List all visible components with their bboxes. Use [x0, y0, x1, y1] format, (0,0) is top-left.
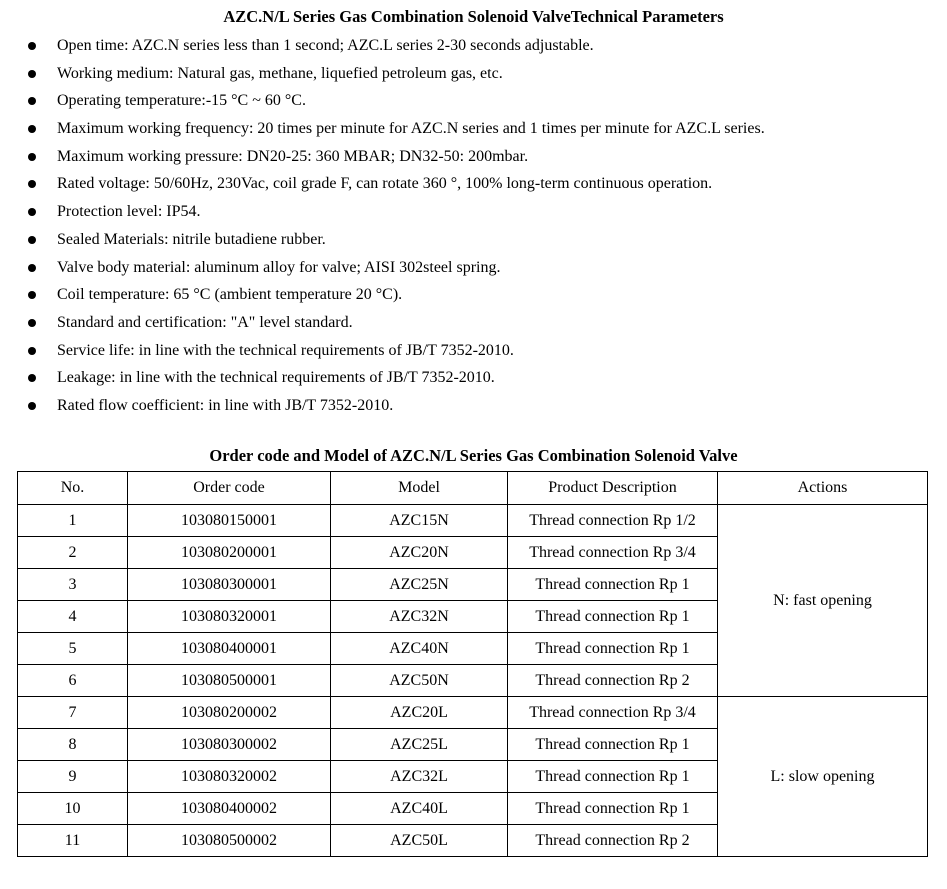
- parameter-item: [0, 202, 947, 230]
- cell-no: 10: [18, 793, 128, 825]
- bullet-icon: [28, 319, 36, 327]
- parameter-item: [0, 368, 947, 396]
- header-actions: Actions: [718, 472, 928, 505]
- bullet-icon: [28, 42, 36, 50]
- parameter-item: [0, 341, 947, 369]
- parameter-text: Valve body material: aluminum alloy for valve; AISI 302steel spring.: [57, 258, 501, 276]
- parameter-text: Service life: in line with the technical requirements of JB/T 7352-2010.: [57, 341, 514, 359]
- cell-no: 4: [18, 601, 128, 633]
- cell-no: 3: [18, 569, 128, 601]
- bullet-icon: [28, 402, 36, 410]
- cell-no: 8: [18, 729, 128, 761]
- parameter-text: Coil temperature: 65 °C (ambient temperature 20 °C).: [57, 286, 403, 304]
- cell-order-code: 103080200001: [128, 537, 331, 569]
- cell-model: AZC32L: [331, 761, 508, 793]
- cell-order-code: 103080320002: [128, 761, 331, 793]
- header-no: No.: [18, 472, 128, 505]
- cell-model: AZC25N: [331, 569, 508, 601]
- cell-description: Thread connection Rp 3/4: [508, 537, 718, 569]
- cell-description: Thread connection Rp 2: [508, 825, 718, 857]
- parameter-item: [0, 147, 947, 175]
- parameter-item: [0, 313, 947, 341]
- document-title: AZC.N/L Series Gas Combination Solenoid ValveTechnical Parameters: [223, 7, 724, 26]
- cell-order-code: 103080300001: [128, 569, 331, 601]
- header-model: Model: [331, 472, 508, 505]
- cell-model: AZC15N: [331, 505, 508, 537]
- parameter-item: [0, 258, 947, 286]
- parameter-text: Leakage: in line with the technical requirements of JB/T 7352-2010.: [57, 369, 495, 387]
- cell-order-code: 103080150001: [128, 505, 331, 537]
- cell-description: Thread connection Rp 1: [508, 793, 718, 825]
- cell-model: AZC20L: [331, 697, 508, 729]
- bullet-icon: [28, 264, 36, 272]
- parameter-text: Standard and certification: "A" level standard.: [57, 313, 353, 331]
- cell-order-code: 103080400002: [128, 793, 331, 825]
- cell-model: AZC32N: [331, 601, 508, 633]
- bullet-icon: [28, 374, 36, 382]
- cell-no: 2: [18, 537, 128, 569]
- parameter-item: [0, 174, 947, 202]
- cell-no: 5: [18, 633, 128, 665]
- cell-order-code: 103080200002: [128, 697, 331, 729]
- parameter-item: [0, 396, 947, 424]
- parameter-list: [0, 36, 947, 424]
- bullet-icon: [28, 180, 36, 188]
- cell-description: Thread connection Rp 1: [508, 601, 718, 633]
- parameter-item: [0, 285, 947, 313]
- table-row: [18, 505, 928, 537]
- cell-order-code: 103080300002: [128, 729, 331, 761]
- cell-description: Thread connection Rp 1: [508, 569, 718, 601]
- cell-description: Thread connection Rp 1/2: [508, 505, 718, 537]
- parameter-text: Protection level: IP54.: [57, 203, 201, 221]
- bullet-icon: [28, 347, 36, 355]
- cell-description: Thread connection Rp 3/4: [508, 697, 718, 729]
- parameter-text: Rated voltage: 50/60Hz, 230Vac, coil grade F, can rotate 360 °, 100% long-term continuous operation.: [57, 175, 713, 193]
- cell-description: Thread connection Rp 1: [508, 633, 718, 665]
- cell-model: AZC25L: [331, 729, 508, 761]
- parameter-text: Rated flow coefficient: in line with JB/T 7352-2010.: [57, 396, 394, 414]
- parameter-text: Operating temperature:-15 °C ~ 60 °C.: [57, 92, 306, 110]
- header-order-code: Order code: [128, 472, 331, 505]
- cell-no: 11: [18, 825, 128, 857]
- parameter-text: Sealed Materials: nitrile butadiene rubber.: [57, 230, 326, 248]
- cell-model: AZC20N: [331, 537, 508, 569]
- bullet-icon: [28, 153, 36, 161]
- parameter-item: [0, 36, 947, 64]
- cell-description: Thread connection Rp 1: [508, 761, 718, 793]
- bullet-icon: [28, 208, 36, 216]
- bullet-icon: [28, 97, 36, 105]
- cell-description: Thread connection Rp 2: [508, 665, 718, 697]
- cell-order-code: 103080400001: [128, 633, 331, 665]
- bullet-icon: [28, 236, 36, 244]
- bullet-icon: [28, 125, 36, 133]
- cell-no: 6: [18, 665, 128, 697]
- parameter-item: [0, 119, 947, 147]
- cell-model: AZC50L: [331, 825, 508, 857]
- cell-order-code: 103080500002: [128, 825, 331, 857]
- cell-action-fast-opening: N: fast opening: [718, 505, 928, 697]
- table-row: [18, 697, 928, 729]
- header-product-description: Product Description: [508, 472, 718, 505]
- parameter-text: Maximum working frequency: 20 times per minute for AZC.N series and 1 times per minute for AZC.L series.: [57, 120, 765, 138]
- parameter-text: Open time: AZC.N series less than 1 second; AZC.L series 2-30 seconds adjustable.: [57, 37, 594, 54]
- parameter-text: Working medium: Natural gas, methane, liquefied petroleum gas, etc.: [57, 64, 503, 82]
- parameter-text: Maximum working pressure: DN20-25: 360 MBAR; DN32-50: 200mbar.: [57, 147, 529, 165]
- cell-no: 7: [18, 697, 128, 729]
- table-title: Order code and Model of AZC.N/L Series Gas Combination Solenoid Valve: [209, 446, 738, 465]
- order-table: [17, 471, 928, 857]
- cell-no: 9: [18, 761, 128, 793]
- cell-no: 1: [18, 505, 128, 537]
- bullet-icon: [28, 70, 36, 78]
- table-header-row: [18, 472, 928, 505]
- cell-description: Thread connection Rp 1: [508, 729, 718, 761]
- cell-model: AZC40N: [331, 633, 508, 665]
- parameter-item: [0, 230, 947, 258]
- cell-order-code: 103080320001: [128, 601, 331, 633]
- parameter-item: [0, 91, 947, 119]
- cell-model: AZC50N: [331, 665, 508, 697]
- cell-order-code: 103080500001: [128, 665, 331, 697]
- cell-action-slow-opening: L: slow opening: [718, 697, 928, 857]
- bullet-icon: [28, 291, 36, 299]
- parameter-item: [0, 64, 947, 92]
- cell-model: AZC40L: [331, 793, 508, 825]
